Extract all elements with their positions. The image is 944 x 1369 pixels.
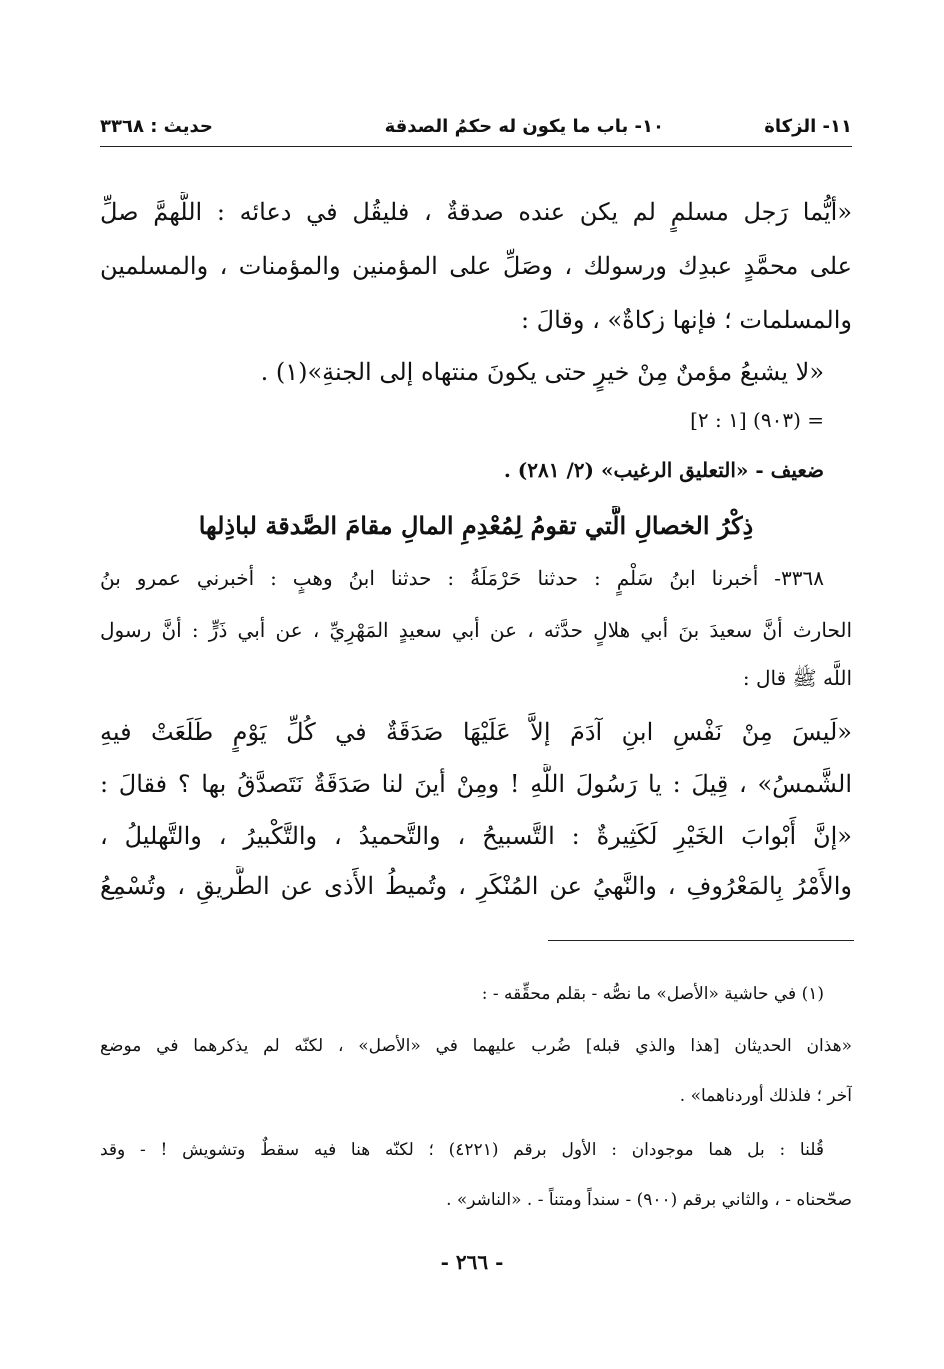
hadith-number: حديث : ٣٣٦٨ bbox=[100, 116, 213, 137]
footnote-line: «هذان الحديثان [هذا والذي قبله] ضُرب عليهما في «الأصل» ، لكنّه لم يذكرهما في موضع bbox=[100, 1036, 852, 1056]
hadith-text-line: الشَّمسُ» ، قِيلَ : يا رَسُولَ اللَّهِ ! ومِنْ أينَ لنا صَدَقَةٌ نَتَصدَّقُ بها ؟ فقالَ : bbox=[100, 770, 852, 798]
chapter-heading: ذِكْرُ الخصالِ الَّتي تقومُ لِمُعْدِمِ المالِ مقامَ الصَّدقة لباذِلها bbox=[198, 511, 754, 540]
isnad-line: الحارث أنَّ سعيدَ بنَ أبي هلالٍ حدَّثه ، عن أبي سعيدٍ المَهْرِيِّ ، عن أبي ذَرٍّ : أنَّ رسول bbox=[100, 618, 852, 642]
isnad-line: اللَّه ﷺ قال : bbox=[742, 666, 852, 690]
body-line: على محمَّدٍ عبدِك ورسولك ، وصَلِّ على المؤمنين والمؤمنات ، والمسلمين bbox=[100, 252, 852, 280]
cross-reference: = (٩٠٣) [١ : ٢] bbox=[690, 408, 824, 432]
chapter-title: ١١- الزكاة bbox=[764, 116, 852, 137]
grading-note: ضعيف - «التعليق الرغيب» (٢/ ٢٨١) . bbox=[503, 458, 824, 482]
body-line: «أيُّما رَجل مسلمٍ لم يكن عنده صدقةٌ ، فليقُل في دعائه : اللَّهمَّ صلِّ bbox=[100, 198, 852, 226]
footnote-line: صحّحناه - ، والثاني برقم (٩٠٠) - سنداً ومتناً - . «الناشر» . bbox=[446, 1190, 852, 1210]
footnote-line: قُلنا : بل هما موجودان : الأول برقم (٤٢٢١) ؛ لكنّه هنا فيه سقطٌ وتشويش ! - وقد bbox=[100, 1140, 824, 1160]
footnote-divider bbox=[548, 940, 854, 941]
hadith-text-line: «إنَّ أَبْوابَ الخَيْرِ لَكَثِيرةٌ : التَّسبيحُ ، والتَّحميدُ ، والتَّكْبيرُ ، والتَّهليلُ ، bbox=[100, 822, 852, 850]
hadith-text-line: «لَيسَ مِنْ نَفْسِ ابنِ آدَمَ إلاَّ عَلَيْهَا صَدَقَةٌ في كُلِّ يَوْمٍ طَلَعَتْ فيهِ bbox=[100, 718, 852, 746]
footnote-line: (١) في حاشية «الأصل» ما نصُّه - بقلم محقِّقه - : bbox=[481, 984, 824, 1004]
isnad-line: ٣٣٦٨- أخبرنا ابنُ سَلْمٍ : حدثنا حَرْمَلَةُ : حدثنا ابنُ وهبٍ : أخبرني عمرو بنُ bbox=[100, 566, 824, 590]
hadith-text-line: والأَمْرُ بِالمَعْرُوفِ ، والنَّهيُ عن المُنْكَرِ ، وتُميطُ الأَذى عن الطَّريقِ ، وتُسْمِعُ bbox=[100, 872, 852, 900]
running-header bbox=[100, 108, 852, 147]
section-title: ١٠- باب ما يكون له حكمُ الصدقة bbox=[384, 116, 664, 137]
page-number: - ٢٦٦ - bbox=[440, 1250, 504, 1274]
body-line: والمسلمات ؛ فإنها زكاةٌ» ، وقالَ : bbox=[520, 306, 852, 334]
footnote-line: آخر ؛ فلذلك أوردناهما» . bbox=[679, 1086, 852, 1106]
body-line: «لا يشبعُ مؤمنٌ مِنْ خيرٍ حتى يكونَ منتهاه إلى الجنةِ»(١) . bbox=[260, 358, 824, 386]
